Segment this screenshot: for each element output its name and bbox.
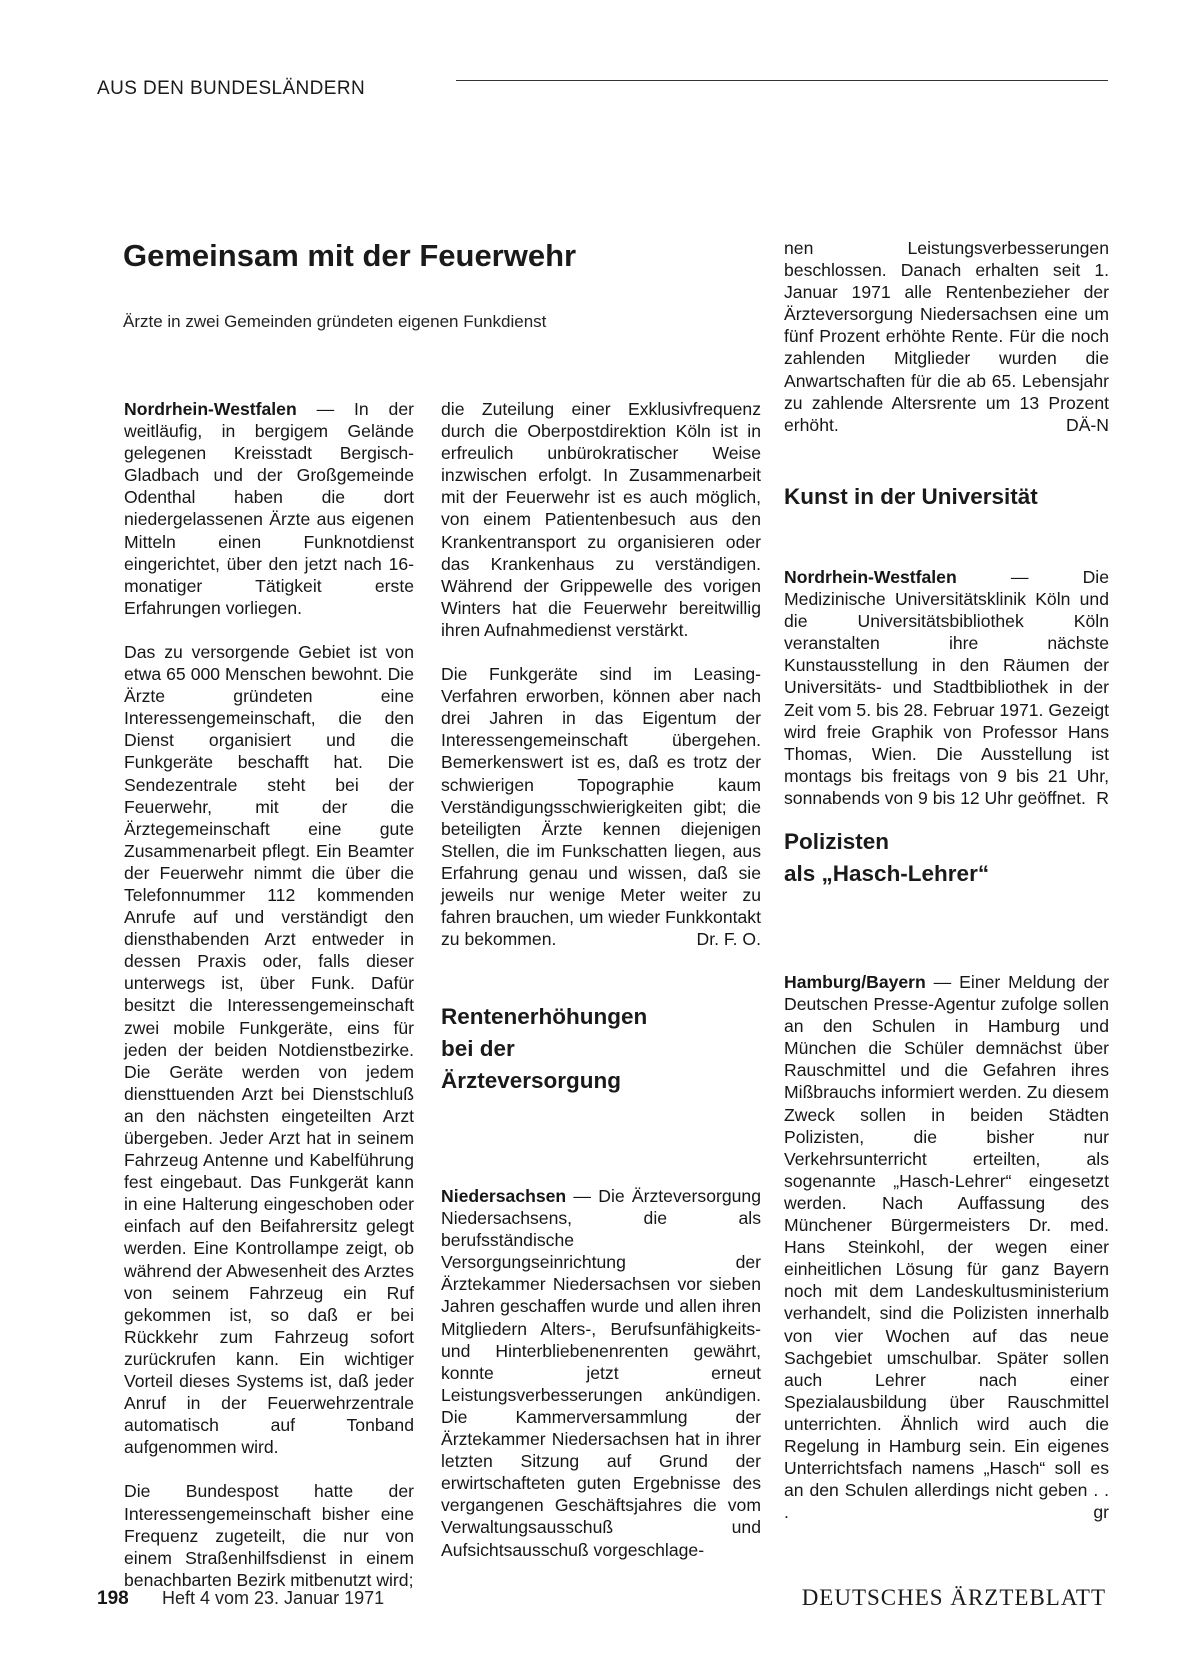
paragraph (124, 398, 414, 619)
section-header: AUS DEN BUNDESLÄNDERN (97, 78, 366, 99)
paragraph-text: — Die Ärzteversorgung Niedersachsens, die als berufsständische Versorgungseinrichtung der Ärztekammer Niedersachsen vor sieben Jahren geschaffen wurde und allen ihren Mitgliedern Alters-, Berufsunfähigkeits- und Hinterbliebenenrenten gewährt, konnte jetzt erneut Leistungsverbesserungen ankündigen. Die Kammerversammlung der Ärztekammer Niedersachsen hat in ihrer letzten Sitzung auf Grund der erwirtschafteten guten Ergebnisse des vergangenen Geschäftsjahres die vom Verwaltungsausschuß und Aufsichtsausschuß vorgeschlage- (441, 1186, 761, 1560)
signature: gr (1093, 1502, 1109, 1523)
dateline: Nordrhein-Westfalen (124, 399, 297, 419)
dateline: Nordrhein-Westfalen (784, 567, 957, 587)
paragraph: Das zu versorgende Gebiet ist von etwa 65 000 Menschen bewohnt. Die Ärzte gründeten eine Interessengemeinschaft, die den Dienst organisiert und die Funkgeräte beschafft hat. Die Sendezentrale steht bei der Feuerwehr, mit der die Ärztegemeinschaft eine gute Zusammenarbeit pflegt. Ein Beamter der Feuerwehr nimmt die über die Telefonnummer 112 kommenden Anrufe auf und verständigt den diensthabenden Arzt entweder in dessen Praxis oder, falls dieser unterwegs ist, über Funk. Dafür besitzt die Interessengemeinschaft zwei mobile Funkgeräte, eins für jeden der beiden Notdienstbezirke. Die Geräte werden von jedem diensttuenden Arzt bei Dienstschluß an den nächsten eingeteilten Arzt übergeben. Jeder Arzt hat in seinem Fahrzeug Antenne und Kabelführung fest eingebaut. Das Funkgerät kann in eine Halterung eingeschoben oder einfach auf den Beifahrersitz gelegt werden. Eine Kontrollampe zeigt, ob während der Abwesenheit des Arztes von seinem Fahrzeug ein Ruf gekommen ist, so daß er bei Rückkehr zum Fahrzeug sofort zurückrufen kann. Ein wichtiger Vorteil dieses Systems ist, daß jeder Anruf in der Feuerwehrzentrale automatisch auf Tonband aufgenommen wird. (124, 641, 414, 1458)
title-line: Polizisten (784, 829, 890, 854)
signature: R (1096, 787, 1109, 808)
issue-info: Heft 4 vom 23. Januar 1971 (162, 1588, 385, 1608)
paragraph (784, 237, 1109, 436)
column-3-middle (784, 566, 1109, 809)
magazine-name: DEUTSCHES ÄRZTEBLATT (801, 1585, 1106, 1610)
paragraph: die Zuteilung einer Exklusivfrequenz durch die Oberpostdirektion Köln ist in erfreulich unbürokratischer Weise inzwischen erfolgt. In Zusammenarbeit mit der Feuerwehr ist es auch möglich, von einem Patientenbesuch aus den Krankentransport zu organisieren oder das Krankenhaus zu verständigen. Während der Grippewelle des vorigen Winters hat die Feuerwehr bereitwillig ihren Aufnahmedienst verstärkt. (441, 399, 761, 640)
article-subtitle-feuerwehr: Ärzte in zwei Gemeinden gründeten eigenen Funkdienst (123, 312, 547, 331)
article-title-renten (441, 1001, 647, 1097)
title-line: als „Hasch-Lehrer“ (784, 861, 990, 886)
article-title-polizisten (784, 826, 989, 890)
page-number: 198 (97, 1588, 129, 1609)
dateline: Niedersachsen (441, 1186, 567, 1206)
title-line: Rentenerhöhungen (441, 1004, 648, 1029)
paragraph (441, 663, 761, 950)
column-1 (124, 398, 414, 1591)
article-title-kunst: Kunst in der Universität (784, 484, 1038, 509)
paragraph (784, 971, 1109, 1523)
paragraph-text: — Die Medizinische Universitätsklinik Köln und die Universitätsbibliothek Köln veranstalten ihre nächste Kunstausstellung in den Räumen der Universitäts- und Stadtbibliothek in der Zeit vom 5. bis 28. Februar 1971. Gezeigt wird freie Graphik von Professor Hans Thomas, Wien. Die Ausstellung ist montags bis freitags von 9 bis 21 Uhr, sonnabends von 9 bis 12 Uhr geöffnet. (784, 567, 1109, 808)
article-title-feuerwehr: Gemeinsam mit der Feuerwehr (123, 238, 577, 273)
column-3-top (784, 237, 1109, 436)
signature: DÄ-N (1065, 414, 1109, 435)
column-3-bottom (784, 971, 1109, 1523)
paragraph (441, 1185, 761, 1561)
title-line: bei der (441, 1036, 515, 1061)
paragraph (784, 566, 1109, 809)
header-rule (456, 80, 1108, 81)
column-2-lower (441, 1185, 761, 1561)
paragraph: Die Bundespost hatte der Interessengemeinschaft bisher eine Frequenz zugeteilt, die nur von einem Straßenhilfsdienst in einem benachbarten Bezirk mitbenutzt wird; (124, 1481, 414, 1590)
dateline: Hamburg/Bayern (784, 972, 926, 992)
signature: Dr. F. O. (696, 929, 761, 950)
paragraph-text: — In der weitläufig, in bergigem Gelände gelegenen Kreisstadt Bergisch-Gladbach und der Großgemeinde Odenthal haben die dort niedergelassenen Ärzte aus eigenen Mitteln einen Funknotdienst eingerichtet, über den jetzt nach 16-monatiger Tätigkeit erste Erfahrungen vorliegen. (124, 399, 414, 618)
paragraph-text: — Einer Meldung der Deutschen Presse-Agentur zufolge sollen an den Schulen in Hamburg und München die Schüler demnächst über Rauschmittel und die Gefahren ihres Mißbrauchs informiert werden. Zu diesem Zweck sollen in beiden Städten Polizisten, die bisher nur Verkehrsunterricht erteilten, als sogenannte „Hasch-Lehrer“ eingesetzt werden. Nach Auffassung des Münchener Bürgermeisters Dr. med. Hans Steinkohl, der wegen einer einheitlichen Lösung für ganz Bayern noch mit dem Landeskultusministerium verhandelt, sind die Polizisten innerhalb von vier Wochen auf das neue Sachgebiet umschulbar. Später sollen auch Lehrer nach einer Spezialausbildung über Rauschmittel unterrichten. Ähnlich wird auch die Regelung in Hamburg sein. Ein eigenes Unterrichtsfach namens „Hasch“ soll es an den Schulen allerdings nicht geben . . . (784, 972, 1109, 1523)
paragraph-text: Die Funkgeräte sind im Leasing-Verfahren erworben, können aber nach drei Jahren in das Eigentum der Interessengemeinschaft übergehen. Bemerkenswert ist es, daß es trotz der schwierigen Topographie kaum Verständigungsschwierigkeiten gibt; die beteiligten Ärzte kennen diejenigen Stellen, die im Funkschatten liegen, aus Erfahrung genau und wissen, daß sie jeweils nur wenige Meter weiter zu fahren brauchen, um wieder Funkkontakt zu bekommen. (441, 664, 761, 950)
paragraph-text: nen Leistungsverbesserungen beschlossen. Danach erhalten seit 1. Januar 1971 alle Rentenbezieher der Ärzteversorgung Niedersachsen eine um fünf Prozent erhöhte Rente. Für die noch zahlenden Mitglieder wurden die Anwartschaften für die ab 65. Lebensjahr zu zahlende Altersrente um 13 Prozent erhöht. (784, 238, 1109, 435)
column-2 (441, 398, 761, 950)
title-line: Ärzteversorgung (441, 1068, 622, 1093)
